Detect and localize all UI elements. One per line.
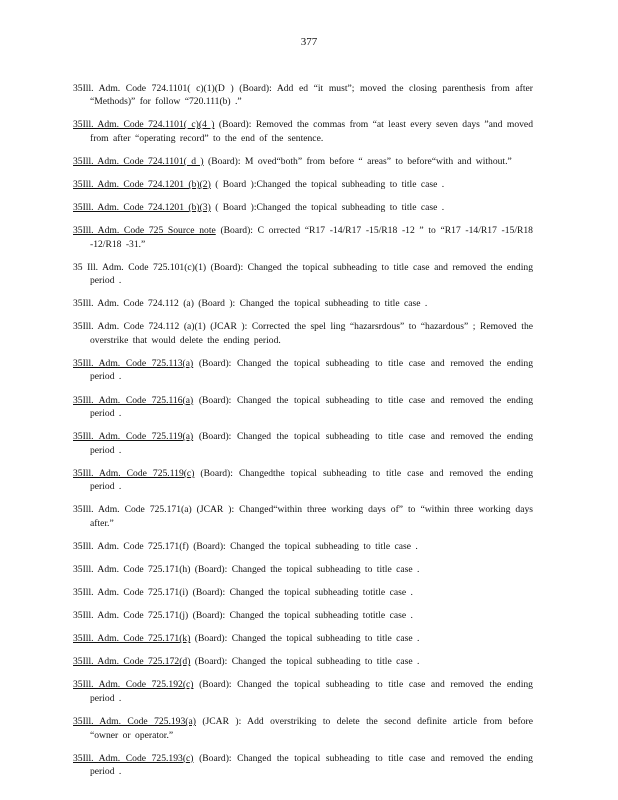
entry-citation: 35Ill. Adm. Code 724.112 (a)	[73, 298, 194, 310]
entry-text: (Board): C orrected “R17 -14/R17 -15/R18 -12 ” to “R17 -14/R17 -15/R18 -12/R18 -31.”	[90, 225, 533, 250]
entry-text: (Board): Changed the topical subheading to title case .	[194, 633, 420, 645]
list-item	[73, 201, 533, 215]
entry-text: (Board): Changed the topical subheading to title case .	[194, 656, 420, 668]
entry-text: (Board): Changed the topical subheading to title case .	[194, 564, 420, 575]
list-item	[73, 609, 533, 623]
list-item	[73, 752, 533, 779]
list-item	[73, 678, 533, 705]
entry-citation: 35Ill. Adm. Code 725.171(k)	[73, 633, 191, 645]
list-item	[73, 563, 533, 577]
entry-text: (Board): Changedthe topical subheading to title case and removed the ending period .	[90, 467, 533, 493]
entry-citation: 35Ill. Adm. Code 725.193(a)	[73, 716, 196, 728]
entry-citation: 35Ill. Adm. Code 725.171(i)	[73, 587, 189, 599]
entry-citation: 35Ill. Adm. Code 724.112 (a)(1)	[73, 321, 206, 333]
entry-citation: 35Ill. Adm. Code 725.119(a)	[73, 431, 194, 443]
entry-citation: 35Ill. Adm. Code 725.171(f)	[73, 540, 189, 552]
list-item	[73, 178, 533, 192]
entry-text: (Board): Removed the commas from “at least every seven days ”and moved from after “operating record” to the end of the sentence.	[90, 119, 533, 144]
list-item	[73, 320, 533, 347]
entry-citation: 35Ill. Adm. Code 725.192(c)	[73, 679, 194, 691]
entry-citation: 35Ill. Adm. Code 725.119(c)	[73, 467, 195, 479]
entry-citation: 35Ill. Adm. Code 724.1201 (b)(3)	[73, 201, 211, 213]
entry-citation: 35Ill. Adm. Code 724.1101( d )	[73, 155, 204, 167]
entry-text: (Board): M oved“both” from before “ areas” to before“with and without.”	[208, 155, 512, 167]
entry-citation: 35Ill. Adm. Code 724.1201 (b)(2)	[73, 178, 211, 190]
list-item	[73, 467, 533, 494]
list-item	[73, 155, 533, 169]
entry-citation: 35Ill. Adm. Code 724.1101( c)(1)(D )	[73, 82, 234, 94]
list-item	[73, 655, 533, 669]
entry-citation: 35Ill. Adm. Code 725 Source note	[73, 225, 216, 237]
list-item	[73, 394, 533, 421]
entry-text: (Board): Changed the topical subheading totitle case .	[192, 587, 413, 599]
entry-text: (Board): Changed the topical subheading to title case and removed the ending period .	[90, 431, 533, 456]
entry-text: (Board): Changed the topical subheading totitle case .	[192, 610, 413, 622]
entry-text: (Board): Changed the topical subheading to title case and removed the ending period .	[90, 261, 533, 287]
list-item	[73, 503, 533, 530]
entry-text: (Board): Changed the topical subheading to title case and removed the ending period .	[90, 394, 533, 420]
entry-citation: 35Ill. Adm. Code 725.113(a)	[73, 357, 194, 369]
entry-citation: 35Ill. Adm. Code 725.171(h)	[73, 564, 191, 575]
list-item	[73, 715, 533, 742]
list-item	[73, 586, 533, 600]
entry-text: (Board): Changed the topical subheading to title case .	[193, 540, 418, 552]
entry-text: (Board): Changed the topical subheading to title case and removed the ending period .	[90, 357, 533, 383]
entry-text: (Board): Changed the topical subheading to title case and removed the ending period .	[90, 679, 533, 704]
entry-citation: 35Ill. Adm. Code 725.171(j)	[73, 610, 189, 622]
entry-text: (JCAR ): Corrected the spel ling “hazarsrdous” to “hazardous” ; Removed the overstrike that would delete the ending period.	[90, 321, 533, 346]
errata-list	[73, 72, 533, 785]
list-item	[73, 430, 533, 457]
entry-text: ( Board ):Changed the topical subheading to title case .	[215, 178, 445, 190]
entry-text: (Board): Changed the topical subheading to title case and removed the ending period .	[90, 752, 533, 778]
entry-citation: 35Ill. Adm. Code 725.171(a)	[73, 504, 192, 516]
entry-citation: 35Ill. Adm. Code 725.193(c)	[73, 752, 194, 764]
entry-citation: 35Ill. Adm. Code 725.116(a)	[73, 394, 194, 406]
entry-text: (Board ): Changed the topical subheading to title case .	[198, 298, 428, 310]
entry-citation: 35Ill. Adm. Code 724.1101( c)(4 )	[73, 119, 215, 131]
list-item	[73, 540, 533, 554]
entry-text: ( Board ):Changed the topical subheading to title case .	[215, 201, 445, 213]
entry-text: (JCAR ): Changed“within three working days of” to “within three working days after.”	[90, 504, 533, 529]
list-item	[73, 118, 533, 145]
list-item	[73, 357, 533, 384]
entry-text: (Board): Add ed “it must”; moved the closing parenthesis from after “Methods)” for follow “720.111(b) .”	[90, 82, 533, 108]
list-item	[73, 224, 533, 251]
list-item	[73, 297, 533, 311]
entry-text: (JCAR ): Add overstriking to delete the second definite article from before “owner or operator.”	[90, 716, 533, 741]
list-item	[73, 261, 533, 288]
list-item	[73, 82, 533, 109]
entry-citation: 35 Ill. Adm. Code 725.101(c)(1)	[73, 261, 207, 273]
entry-citation: 35Ill. Adm. Code 725.172(d)	[73, 656, 191, 668]
list-item	[73, 632, 533, 646]
page-number: 377	[300, 36, 318, 48]
